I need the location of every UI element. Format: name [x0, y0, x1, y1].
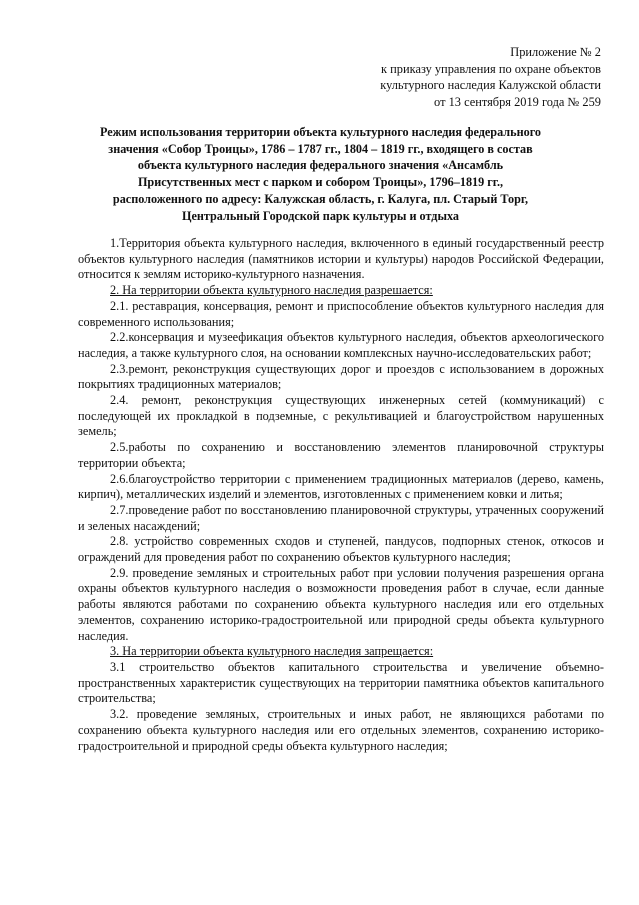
- document-body: [78, 236, 604, 754]
- paragraph: 3.1 строительство объектов капитального строительства и увеличение объемно-пространственных характеристик существующих на территории памятника объектов капитального строительства;: [78, 659, 604, 706]
- paragraph: 2.9. проведение земляных и строительных работ при условии получения разрешения органа охраны объектов культурного наследия о возможности проведения работ в случае, если данные работы являются работами по сохранению объекта культурного наследия или его отдельных элементов, сохранению историко-градостроительной или природной среды объекта культурного наследия.: [78, 565, 604, 643]
- paragraph: 3.2. проведение земляных, строительных и иных работ, не являющихся работами по сохранению объекта культурного наследия или его отдельных элементов, сохранению историко-градостроительной и природной среды объекта культурного наследия;: [78, 707, 604, 753]
- paragraph: 2.2.консервация и музеефикация объектов культурного наследия, объектов археологического наследия, а также культурного слоя, на основании комплексных научно-исследовательских работ;: [78, 330, 604, 360]
- title-line: значения «Собор Троицы», 1786 – 1787 гг., 1804 – 1819 гг., входящего в состав: [108, 141, 533, 156]
- title-line: расположенного по адресу: Калужская область, г. Калуга, пл. Старый Торг,: [112, 191, 529, 206]
- document-title: [60, 124, 581, 224]
- annex-line: культурного наследия Калужской области: [380, 78, 601, 93]
- title-line: объекта культурного наследия федерального значения «Ансамбль: [137, 158, 504, 173]
- annex-line: Приложение № 2: [510, 45, 601, 59]
- paragraph: 2.6.благоустройство территории с применением традиционных материалов (дерево, камень, кирпич), металлических изделий и элементов, изготовленных с применением ковки и литья;: [78, 471, 604, 502]
- annex-line: к приказу управления по охране объектов: [381, 61, 601, 76]
- annex-line: от 13 сентября 2019 года № 259: [434, 94, 601, 109]
- paragraph: 2.1. реставрация, консервация, ремонт и приспособление объектов культурного наследия для современного использования;: [78, 298, 604, 329]
- paragraph: 2.3.ремонт, реконструкция существующих дорог и проездов с использованием в дорожных покрытиях традиционных материалов;: [78, 361, 604, 392]
- paragraph: 2.4. ремонт, реконструкция существующих инженерных сетей (коммуникаций) с последующей их прокладкой в подземные, с рекультивацией и благоустройством нарушенных земель;: [78, 393, 604, 439]
- paragraph: 2.5.работы по сохранению и восстановлению элементов планировочной структуры территории объекта;: [78, 440, 604, 470]
- title-line: Режим использования территории объекта культурного наследия федерального: [99, 125, 542, 139]
- paragraph: 2.7.проведение работ по восстановлению планировочной структуры, утраченных сооружений и зеленых насаждений;: [78, 502, 604, 533]
- annex-header: [380, 44, 601, 110]
- section-heading: 3. На территории объекта культурного наследия запрещается:: [110, 644, 434, 659]
- paragraph: 2.8. устройство современных сходов и ступеней, пандусов, подпорных стенок, откосов и ограждений для проведения работ по сохранению объектов культурного наследия;: [78, 534, 604, 565]
- title-line: Центральный Городской парк культуры и отдыха: [181, 208, 460, 223]
- paragraph: 1.Территория объекта культурного наследия, включенного в единый государственный реестр объектов культурного наследия (памятников истории и культуры) народов Российской Федерации, относится к землям историко-культурного назначения.: [78, 236, 604, 282]
- title-line: Присутственных мест с парком и собором Троицы», 1796–1819 гг.,: [137, 175, 504, 190]
- section-heading: 2. На территории объекта культурного наследия разрешается:: [110, 283, 433, 298]
